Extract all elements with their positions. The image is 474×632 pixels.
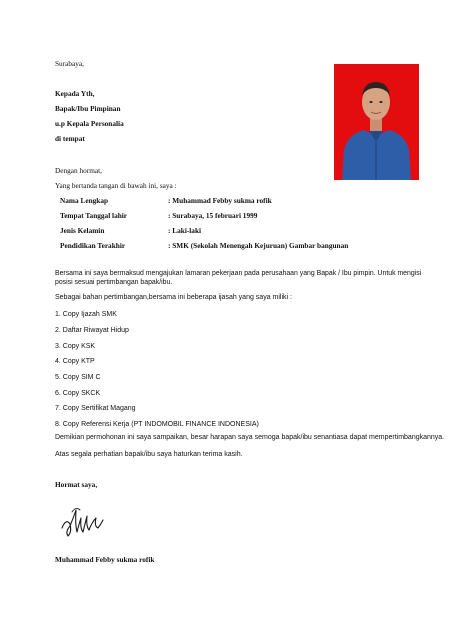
identity-value: : SMK (Sekolah Menengah Kejuruan) Gambar bangunan: [168, 241, 349, 250]
attachment-item: 7. Copy Sertifikat Magang: [55, 405, 136, 412]
attachment-item: 1. Copy Ijazah SMK: [55, 311, 117, 318]
attachment-item: 3. Copy KSK: [55, 343, 96, 350]
attachment-item: 5. Copy SIM C: [55, 374, 101, 381]
handwritten-signature: [58, 498, 106, 542]
recipient-line-4: di tempat: [55, 134, 85, 143]
letter-place: Surabaya,: [55, 59, 84, 68]
applicant-photo-image: [334, 64, 419, 180]
identity-label: Tempat Tanggal lahir: [60, 211, 128, 220]
applicant-photo: [334, 64, 419, 180]
closing-paragraph: Demikian permohonan ini saya sampaikan, besar harapan saya semoga bapak/ibu senantiasa dapat mempertimbangkannya.: [55, 434, 445, 441]
signatory-name: Muhammad Febby sukma rofik: [55, 555, 155, 564]
attachments-intro: Sebagai bahan pertimbangan,bersama ini beberapa ijasah yang saya miliki :: [55, 294, 292, 301]
thanks-line: Atas segala perhatian bapak/ibu saya haturkan terima kasih.: [55, 451, 243, 458]
attachment-item: 2. Daftar Riwayat Hidup: [55, 327, 129, 334]
recipient-line-1: Kepada Yth,: [55, 89, 95, 98]
attachment-item: 8. Copy Referensi Kerja (PT INDOMOBIL FINANCE INDONESIA): [55, 421, 259, 428]
intro-line: Yang bertanda tangan di bawah ini, saya :: [55, 181, 177, 190]
attachment-item: 6. Copy SKCK: [55, 390, 101, 397]
recipient-line-2: Bapak/Ibu Pimpinan: [55, 104, 121, 113]
identity-value: : Surabaya, 15 februari 1999: [168, 211, 258, 220]
identity-label: Jenis Kelamin: [60, 226, 105, 235]
identity-value: : Laki-laki: [168, 226, 202, 235]
greeting: Dengan hormat,: [55, 166, 103, 175]
attachment-item: 4. Copy KTP: [55, 358, 95, 365]
recipient-line-3: u.p Kepala Personalia: [55, 119, 124, 128]
sign-off: Hormat saya,: [55, 480, 98, 489]
identity-label: Pendidikan Terakhir: [60, 241, 126, 250]
body-paragraph: Bersama ini saya bermaksud mengajukan lamaran pekerjaan pada perusahaan yang Bapak / Ibu pimpin. Untuk mengisi posisi sesuai pertimbangan bapak/ibu.: [55, 270, 422, 286]
identity-label: Nama Lengkap: [60, 196, 109, 205]
identity-value: : Muhammad Febby sukma rofik: [168, 196, 272, 205]
